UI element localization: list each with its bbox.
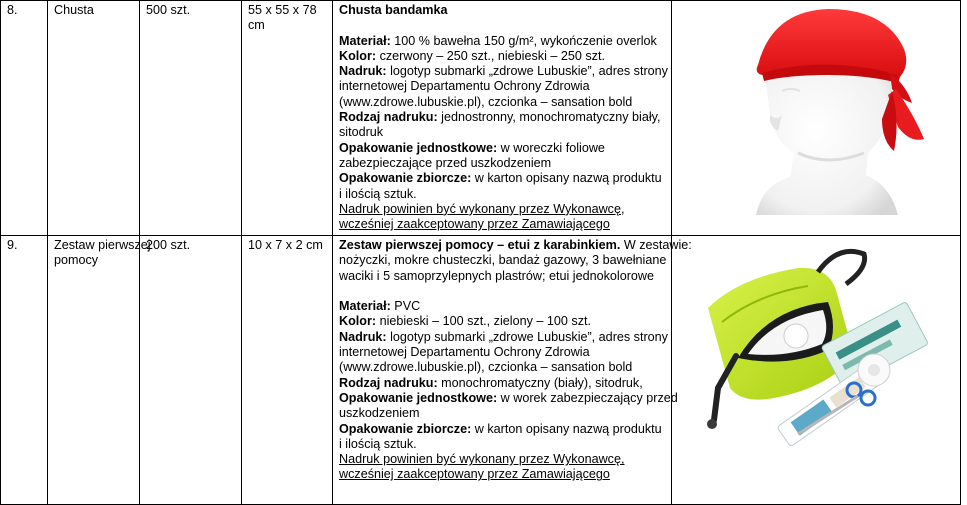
print-note-line: wcześniej zaakceptowany przez Zamawiającego [339,217,610,232]
spec-list [339,33,668,202]
spec-line [339,141,665,156]
spec-label: Rodzaj nadruku: [339,110,438,125]
spec-line [339,64,668,79]
spec-label: Opakowanie jednostkowe: [339,140,498,155]
dimensions-line: 10 x 7 x 2 cm [248,238,323,252]
quantity: 200 szt. [146,238,191,252]
print-note-line: wcześniej zaakceptowany przez Zamawiającego [339,467,610,482]
item-name: Chusta [54,3,94,17]
intro-line: waciki i 5 samoprzylepnych plastrów; etui jednokolorowe [339,268,654,283]
quantity-cell [140,1,242,236]
spec-text: internetowej Departamentu Ochrony Zdrowia [339,79,590,94]
spec-text: (www.zdrowe.lubuskie.pl), czcionka – sansation bold [339,360,633,375]
spec-label: Materiał: [339,33,391,48]
spec-line [339,422,665,437]
spec-line [339,79,665,94]
print-note-line: Nadruk powinien być wykonany przez Wykonawcę, [339,452,625,467]
spec-text: internetowej Departamentu Ochrony Zdrowia [339,345,590,360]
spec-text: niebieski – 100 szt., zielony – 100 szt. [376,314,591,329]
spec-text: i ilością sztuk. [339,186,417,201]
spec-label: Opakowanie zbiorcze: [339,421,472,436]
spec-line [339,187,665,202]
dimensions-cell [242,1,333,236]
dimensions-line: cm [248,18,265,33]
spec-line [339,299,665,314]
spec-label: Materiał: [339,299,391,314]
spec-text: PVC [390,299,421,314]
item-number-cell [1,1,48,236]
item-name-cell [48,236,151,505]
description-cell [333,236,692,505]
spec-text: sitodruk [339,125,384,140]
product-title: Chusta bandamka [339,3,448,17]
spec-line [339,95,665,110]
spec-line [339,156,665,171]
spec-text: jednostronny, monochromatyczny biały, [437,110,661,125]
spec-text: (www.zdrowe.lubuskie.pl), czcionka – sansation bold [339,94,633,109]
product-title-line [339,238,692,253]
spec-line [339,34,665,49]
spec-line [339,406,665,421]
spec-label: Nadruk: [339,329,387,344]
spec-text: 100 % bawełna 150 g/m², wykończenie overlok [390,33,657,48]
image-cell [672,236,961,505]
item-name-cell [48,1,140,236]
image-cell [672,1,961,236]
table-row [1,1,961,236]
spec-line [339,314,665,329]
dimensions-cell [242,236,333,505]
quantity: 500 szt. [146,3,191,17]
spec-line [339,360,665,375]
spec-text: czerwony – 250 szt., niebieski – 250 szt. [376,48,605,63]
spec-label: Rodzaj nadruku: [339,375,438,390]
spec-label: Nadruk: [339,64,387,79]
spec-line [339,125,665,140]
print-note-line: Nadruk powinien być wykonany przez Wykonawcę, [339,201,625,216]
spec-text: monochromatyczny (biały), sitodruk, [437,375,643,390]
spec-text: w worek zabezpieczający przed [497,390,678,405]
product-title: Zestaw pierwszej pomocy – etui z karabinkiem. [339,238,621,252]
spec-line [339,171,665,186]
spec-label: Opakowanie jednostkowe: [339,390,498,405]
spec-text: uszkodzeniem [339,406,420,421]
item-number: 9. [7,238,18,252]
spec-line [339,110,665,125]
description-cell [333,1,672,236]
spec-text: w karton opisany nazwą produktu [471,421,662,436]
spec-list [339,299,678,452]
spec-text: logotyp submarki „zdrowe Lubuskie”, adres strony [386,64,668,79]
item-number: 8. [7,3,18,17]
dimensions-line: 55 x 55 x 78 [248,3,317,17]
spec-line [339,437,665,452]
spec-line [339,329,668,345]
spec-label: Kolor: [339,48,377,63]
spec-line [339,390,678,406]
spec-label: Opakowanie zbiorcze: [339,171,472,186]
item-number-cell [1,236,48,505]
spec-text: w woreczki foliowe [497,140,605,155]
spec-line [339,376,665,391]
product-title-tail: W zestawie: [620,238,692,252]
item-name: Zestaw pierwszej [54,238,151,252]
first-aid-pouch-image [678,238,967,504]
quantity-cell [140,236,242,505]
spec-line [339,49,665,64]
spec-text: logotyp submarki „zdrowe Lubuskie”, adres strony [386,329,668,344]
spec-text: zabezpieczające przed uszkodzeniem [339,155,552,170]
table-row [1,236,961,505]
red-bandana-image [678,3,967,235]
spec-text: i ilością sztuk. [339,436,417,451]
spec-label: Kolor: [339,314,377,329]
spec-text: w karton opisany nazwą produktu [471,171,662,186]
intro-line: nożyczki, mokre chusteczki, bandaż gazowy, 3 bawełniane [339,253,667,268]
item-name: pomocy [54,253,99,268]
spec-line [339,345,665,360]
